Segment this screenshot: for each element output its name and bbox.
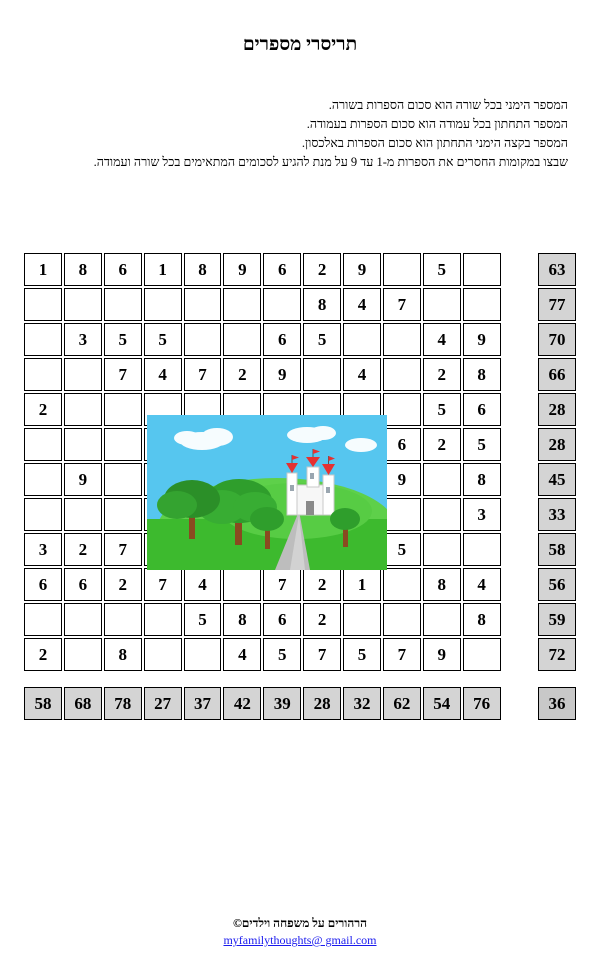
table-row (24, 603, 576, 636)
diagonal-sum: 36 (538, 687, 576, 720)
cell[interactable] (64, 358, 102, 391)
grid-spacer (503, 358, 536, 391)
cell[interactable] (383, 253, 421, 286)
cell[interactable] (343, 603, 381, 636)
cell[interactable]: 4 (223, 638, 261, 671)
column-sum: 28 (303, 687, 341, 720)
cell[interactable] (223, 288, 261, 321)
table-row (24, 638, 576, 671)
cell[interactable]: 6 (64, 568, 102, 601)
cell[interactable]: 2 (24, 393, 62, 426)
grid-spacer (503, 428, 536, 461)
cell[interactable] (423, 288, 461, 321)
page-title: תריסרי מספרים (242, 34, 358, 55)
cell[interactable] (24, 498, 62, 531)
cell[interactable] (104, 288, 142, 321)
row-sum: 45 (538, 463, 576, 496)
cell[interactable] (64, 638, 102, 671)
instruction-line-3: המספר בקצה הימני התחתון הוא סכום הספרות באלכסון. (301, 136, 568, 150)
cell[interactable]: 5 (104, 323, 142, 356)
cell[interactable] (423, 498, 461, 531)
cell[interactable]: 2 (303, 603, 341, 636)
cell[interactable]: 4 (343, 288, 381, 321)
column-sum: 68 (64, 687, 102, 720)
cell[interactable] (383, 603, 421, 636)
cell[interactable]: 4 (343, 358, 381, 391)
row-sum: 70 (538, 323, 576, 356)
cell[interactable]: 6 (263, 323, 301, 356)
cell[interactable]: 5 (383, 533, 421, 566)
column-sum: 58 (24, 687, 62, 720)
cell[interactable] (223, 323, 261, 356)
cell[interactable]: 3 (24, 533, 62, 566)
cell[interactable] (64, 393, 102, 426)
row-sum: 63 (538, 253, 576, 286)
cell[interactable]: 2 (64, 533, 102, 566)
cell[interactable]: 8 (463, 358, 501, 391)
cell[interactable]: 5 (144, 323, 182, 356)
cell[interactable]: 2 (104, 568, 142, 601)
row-sum: 77 (538, 288, 576, 321)
column-sum: 32 (343, 687, 381, 720)
grid-spacer (503, 463, 536, 496)
cell[interactable]: 1 (343, 568, 381, 601)
cell[interactable]: 3 (463, 498, 501, 531)
footer-credit: הרהורים על משפחה וילדים© (232, 916, 368, 930)
cell[interactable]: 9 (223, 253, 261, 286)
cell[interactable]: 5 (423, 253, 461, 286)
cell[interactable] (64, 603, 102, 636)
cell[interactable]: 6 (463, 393, 501, 426)
cell[interactable]: 2 (303, 253, 341, 286)
cell[interactable]: 6 (263, 603, 301, 636)
cell[interactable]: 7 (184, 358, 222, 391)
cell[interactable]: 2 (423, 358, 461, 391)
castle-on-hill-illustration (147, 415, 387, 570)
cell[interactable] (263, 288, 301, 321)
cell[interactable] (383, 498, 421, 531)
grid-spacer (503, 687, 536, 720)
cell[interactable]: 9 (263, 358, 301, 391)
row-sum: 56 (538, 568, 576, 601)
table-row (24, 253, 576, 286)
column-sum: 42 (223, 687, 261, 720)
cell[interactable] (463, 288, 501, 321)
cell[interactable]: 5 (423, 393, 461, 426)
cell[interactable]: 9 (343, 253, 381, 286)
grid-spacer (503, 253, 536, 286)
cell[interactable] (383, 323, 421, 356)
table-row (24, 323, 576, 356)
cell[interactable]: 7 (104, 533, 142, 566)
grid-gap-row (24, 673, 576, 685)
cell[interactable] (24, 463, 62, 496)
cell[interactable] (144, 603, 182, 636)
cell[interactable]: 9 (383, 463, 421, 496)
row-sum: 59 (538, 603, 576, 636)
cell[interactable] (303, 358, 341, 391)
cell[interactable] (184, 288, 222, 321)
cell[interactable]: 8 (104, 638, 142, 671)
instruction-line-4: שבצו במקומות החסרים את הספרות מ-1 עד 9 על מנת להגיע לסכומים המתאימים בכל שורה ועמודה. (93, 155, 568, 169)
cell[interactable] (463, 638, 501, 671)
cell[interactable]: 1 (144, 253, 182, 286)
grid-spacer (503, 638, 536, 671)
cell[interactable]: 7 (104, 358, 142, 391)
cell[interactable]: 5 (343, 638, 381, 671)
cell[interactable] (104, 393, 142, 426)
cell[interactable]: 2 (24, 638, 62, 671)
cell[interactable] (463, 253, 501, 286)
row-sum: 33 (538, 498, 576, 531)
cell[interactable] (104, 498, 142, 531)
grid-spacer (503, 498, 536, 531)
table-row (24, 358, 576, 391)
instructions-block (93, 96, 568, 172)
instruction-line-1: המספר הימני בכל שורה הוא סכום הספרות בשורה. (328, 98, 568, 112)
cell[interactable]: 5 (303, 323, 341, 356)
column-sum: 37 (184, 687, 222, 720)
cell[interactable]: 5 (263, 638, 301, 671)
cell[interactable]: 7 (383, 288, 421, 321)
cell[interactable] (223, 568, 261, 601)
cell[interactable]: 7 (263, 568, 301, 601)
cell[interactable] (144, 638, 182, 671)
grid-spacer (503, 323, 536, 356)
row-sum: 66 (538, 358, 576, 391)
cell[interactable]: 8 (223, 603, 261, 636)
cell[interactable] (24, 358, 62, 391)
cell[interactable] (64, 288, 102, 321)
cell[interactable]: 8 (303, 288, 341, 321)
cell[interactable]: 4 (423, 323, 461, 356)
cell[interactable]: 9 (64, 463, 102, 496)
row-sum: 28 (538, 428, 576, 461)
column-sum: 62 (383, 687, 421, 720)
cell[interactable] (383, 393, 421, 426)
cell[interactable] (184, 638, 222, 671)
cell[interactable]: 9 (463, 323, 501, 356)
cell[interactable]: 7 (303, 638, 341, 671)
grid-spacer (503, 568, 536, 601)
cell[interactable]: 3 (64, 323, 102, 356)
cell[interactable] (463, 533, 501, 566)
cell[interactable]: 4 (184, 568, 222, 601)
cell[interactable]: 6 (383, 428, 421, 461)
cell[interactable] (343, 323, 381, 356)
cell[interactable]: 8 (184, 253, 222, 286)
cell[interactable]: 1 (24, 253, 62, 286)
cell[interactable] (184, 323, 222, 356)
cell[interactable]: 5 (463, 428, 501, 461)
cell[interactable]: 4 (144, 358, 182, 391)
cell[interactable]: 9 (423, 638, 461, 671)
grid-spacer (503, 393, 536, 426)
column-sum: 39 (263, 687, 301, 720)
cell[interactable] (383, 358, 421, 391)
cell[interactable] (423, 533, 461, 566)
cell[interactable] (64, 428, 102, 461)
column-sum: 54 (423, 687, 461, 720)
cell[interactable] (144, 288, 182, 321)
cell[interactable]: 5 (184, 603, 222, 636)
row-sum: 28 (538, 393, 576, 426)
instruction-line-2: המספר התחתון בכל עמודה הוא סכום הספרות בעמודה. (306, 117, 568, 131)
cell[interactable] (423, 463, 461, 496)
cell[interactable]: 6 (104, 253, 142, 286)
cell[interactable] (423, 603, 461, 636)
table-row (24, 568, 576, 601)
cell[interactable]: 7 (383, 638, 421, 671)
cell[interactable] (383, 568, 421, 601)
column-sum: 27 (144, 687, 182, 720)
grid-spacer (503, 288, 536, 321)
row-sum: 72 (538, 638, 576, 671)
column-sum: 78 (104, 687, 142, 720)
cell[interactable] (24, 603, 62, 636)
cell[interactable] (104, 603, 142, 636)
cell[interactable] (24, 428, 62, 461)
grid-spacer (503, 533, 536, 566)
footer (0, 916, 600, 948)
cell[interactable]: 6 (24, 568, 62, 601)
cell[interactable]: 8 (463, 603, 501, 636)
column-sums-row (24, 687, 576, 720)
cell[interactable] (104, 428, 142, 461)
cell[interactable]: 8 (64, 253, 102, 286)
cell[interactable]: 2 (223, 358, 261, 391)
cell[interactable]: 7 (144, 568, 182, 601)
row-sum: 58 (538, 533, 576, 566)
cell[interactable]: 2 (423, 428, 461, 461)
table-row (24, 288, 576, 321)
cell[interactable]: 4 (463, 568, 501, 601)
cell[interactable] (104, 463, 142, 496)
cell[interactable]: 2 (303, 568, 341, 601)
cell[interactable] (24, 323, 62, 356)
cell[interactable]: 8 (463, 463, 501, 496)
grid-spacer (503, 603, 536, 636)
cell[interactable] (64, 498, 102, 531)
cell[interactable] (24, 288, 62, 321)
column-sum: 76 (463, 687, 501, 720)
cell[interactable]: 8 (423, 568, 461, 601)
footer-email-link[interactable]: myfamilythoughts@ gmail.com (223, 933, 377, 947)
cell[interactable]: 6 (263, 253, 301, 286)
